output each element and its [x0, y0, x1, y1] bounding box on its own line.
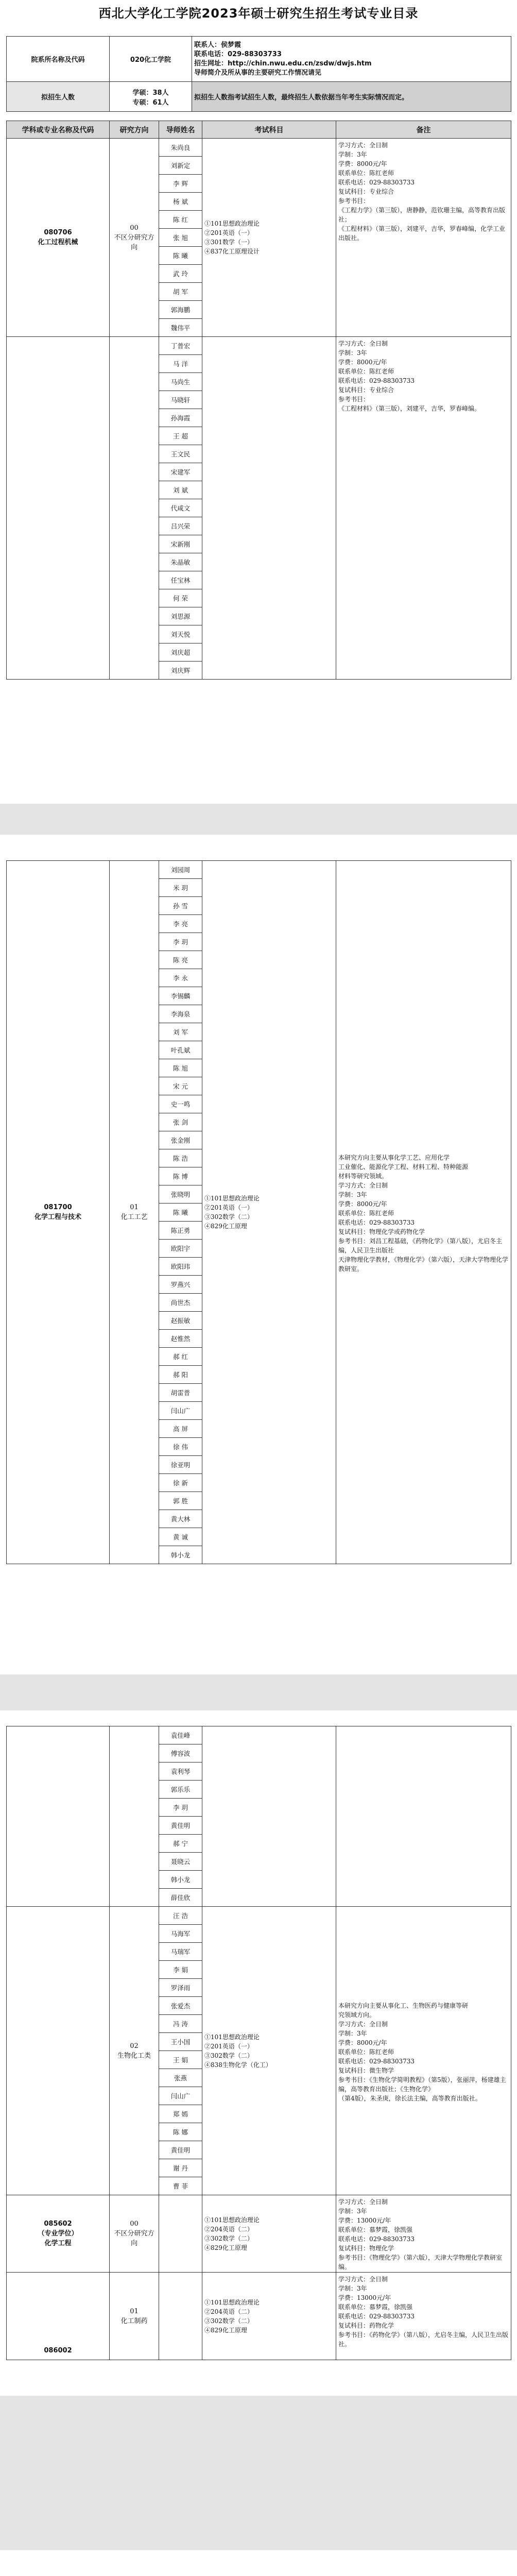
col-header-subjects: 考试科目 — [202, 121, 336, 139]
tutor-name: 郭海鹏 — [159, 301, 202, 319]
page-2 — [0, 835, 517, 1674]
exam-subjects: ①101思想政治理论 ②201英语（一） ③302数学（二） ④829化工原理 — [202, 861, 336, 1564]
tutor-name: 刘新定 — [159, 157, 202, 175]
exam-subjects — [202, 337, 336, 680]
contact-block — [192, 37, 511, 82]
major-notes: 学习方式：全日制 学制：3年 学费：8000元/年 联系单位：陈红老师 联系电话：029-88303733 复试科目：专业综合 参考书目： 《工程材料》（第三版），刘建平，吉华，罗春峰编。 — [336, 337, 511, 680]
tutor-name: 吕兴荣 — [159, 517, 202, 535]
tutor-name: 马尚生 — [159, 373, 202, 391]
tutor-name: 叶孔斌 — [159, 1041, 202, 1059]
tutor-name: 李 辉 — [159, 175, 202, 193]
tutor-name: 刘 斌 — [159, 481, 202, 499]
enroll-note: 拟招生人数指考试招生人数，最终招生人数依据当年考生实际情况而定。 — [192, 82, 511, 112]
tutor-name: 李锡麟 — [159, 987, 202, 1005]
tutor-name-empty — [159, 2273, 202, 2360]
tutor-name: 刘庆超 — [159, 643, 202, 662]
tutor-name: 陈正勇 — [159, 1222, 202, 1240]
tutor-name: 张晓明 — [159, 1185, 202, 1204]
col-header-major: 学科或专业名称及代码 — [7, 121, 110, 139]
major-name-cont — [7, 1907, 110, 2195]
tutor-name: 陈 亮 — [159, 951, 202, 969]
tutor-name: 袁利琴 — [159, 1762, 202, 1781]
col-header-tutor: 导师姓名 — [159, 121, 202, 139]
tutor-name: 史一鸣 — [159, 1095, 202, 1113]
page-gap — [0, 804, 517, 835]
major-notes: 学习方式：全日制 学制：3年 学费：8000元/年 联系单位：陈红老师 联系电话：029-88303733 复试科目：专业综合 参考书目： 《工程力学》（第三版），唐静静，范钦珊主编，高等教育出版社； 《工程材料》（第三版），刘建平，吉华，罗春峰编，化学工业出版社。 — [336, 139, 511, 337]
exam-subjects: ①101思想政治理论 ②201英语（一） ③301数学（一） ④837化工原理设计 — [202, 139, 336, 337]
catalog-table-3 — [6, 1726, 511, 2360]
tutor-name: 马 洋 — [159, 355, 202, 373]
tutor-name: 代咸文 — [159, 499, 202, 517]
research-direction — [110, 337, 159, 680]
tutor-name: 陈 红 — [159, 211, 202, 229]
tutor-name: 陈 浩 — [159, 1149, 202, 1167]
tutor-name: 李 玥 — [159, 1799, 202, 1817]
tutor-name: 刘思源 — [159, 607, 202, 625]
tutor-name: 陈 博 — [159, 1167, 202, 1185]
catalog-table-2 — [6, 860, 511, 1564]
major-notes: 本研究方向主要从事化学工艺、应用化学 工业催化、能源化学工程、材料工程、特种能源 材料等研究领域。 学习方式：全日制 学制：3年 学费：8000元/年 联系单位：陈红老师 联系电话：029-88303733 复试科目：物理化学或药物化学 参考书目：刘昌工程基础，《药物化学》（第八版），尤启冬主编，人民卫生出版社 天津物理化学教材，《物理化学》（第六版），天津大学物理化学教研室。 — [336, 861, 511, 1564]
tutor-name: 陈 娜 — [159, 2123, 202, 2141]
tutor-name: 曹 菲 — [159, 2177, 202, 2195]
major-name: 081700 化学工程与技术 — [7, 861, 110, 1564]
tutor-name: 宋 元 — [159, 1077, 202, 1095]
direction-cont — [110, 1726, 159, 1907]
tutor-name: 陈 曦 — [159, 1204, 202, 1222]
enroll-label: 拟招生人数 — [7, 82, 110, 112]
tutor-name: 傅容波 — [159, 1744, 202, 1762]
tutor-name: 孙海霞 — [159, 409, 202, 427]
tutor-name: 刘天悦 — [159, 625, 202, 643]
tutor-name: 高 屏 — [159, 1420, 202, 1438]
tutor-name: 欧阳玮 — [159, 1258, 202, 1276]
tutor-name: 张燕 — [159, 2069, 202, 2087]
tutor-name: 米 玥 — [159, 879, 202, 897]
tutor-name: 杨 斌 — [159, 193, 202, 211]
exam-subjects: ①101思想政治理论 ②204英语（二） ③302数学（二） ④829化工原理 — [202, 2195, 336, 2273]
tutor-name: 宋新刚 — [159, 535, 202, 553]
tutor-name: 汪 浩 — [159, 1907, 202, 1925]
major-name — [7, 337, 110, 680]
tutor-name: 胡 军 — [159, 283, 202, 301]
tutor-name: 朱晶敏 — [159, 553, 202, 571]
exam-subjects: ①101思想政治理论 ②204英语（二） ③302数学（二） ④829化工原理 — [202, 2273, 336, 2360]
tutor-name: 郑 嫣 — [159, 2105, 202, 2123]
tutor-name: 王小国 — [159, 2033, 202, 2051]
contact-website[interactable]: 招生网址：http://chin.nwu.edu.cn/zsdw/dwjs.htm — [194, 59, 372, 67]
page-gap — [0, 2396, 517, 2550]
tutor-name: 刘园周 — [159, 861, 202, 879]
tutor-name: 黄大林 — [159, 1510, 202, 1528]
research-direction: 01 化工工艺 — [110, 861, 159, 1564]
tutor-name: 马海军 — [159, 1925, 202, 1943]
exam-subjects: ①101思想政治理论 ②201英语（一） ③302数学（二） ④838生物化学（化工） — [202, 1907, 336, 2195]
tutor-name: 聂晓云 — [159, 1853, 202, 1871]
enroll-value: 学硕：38人 专硕：61人 — [110, 82, 192, 112]
tutor-name: 陈 曦 — [159, 247, 202, 265]
tutor-name: 王 超 — [159, 427, 202, 445]
tutor-name: 武 玲 — [159, 265, 202, 283]
tutor-name: 任宝林 — [159, 571, 202, 589]
tutor-name: 郝 红 — [159, 1348, 202, 1366]
contact-person: 联系人：侯梦霞 — [194, 41, 242, 49]
major-name: 080706 化工过程机械 — [7, 139, 110, 337]
contact-note: 导师简介及所从事的主要研究工作情况请见 — [194, 69, 322, 77]
tutor-name: 尚世杰 — [159, 1294, 202, 1312]
tutor-name: 张 旭 — [159, 229, 202, 247]
tutor-name: 赵惟然 — [159, 1330, 202, 1348]
catalog-table-1 — [6, 121, 511, 680]
tutor-name-empty — [159, 2195, 202, 2273]
tutor-name: 闫山广 — [159, 2087, 202, 2105]
tutor-name: 李 永 — [159, 969, 202, 987]
subjects-cont — [202, 1726, 336, 1907]
tutor-name: 张爱杰 — [159, 1997, 202, 2015]
tutor-name: 何 荣 — [159, 589, 202, 607]
page-3 — [0, 1710, 517, 2396]
tutor-name: 罗泽雨 — [159, 1979, 202, 1997]
col-header-notes: 备注 — [336, 121, 511, 139]
tutor-name: 冯 涛 — [159, 2015, 202, 2033]
tutor-name: 袁佳峰 — [159, 1726, 202, 1744]
research-direction: 00 不区分研究方向 — [110, 139, 159, 337]
tutor-name: 黄 诚 — [159, 1528, 202, 1546]
page-gap — [0, 1674, 517, 1710]
col-header-direction: 研究方向 — [110, 121, 159, 139]
tutor-name: 徐 新 — [159, 1474, 202, 1492]
major-name-cont — [7, 1726, 110, 1907]
tutor-name: 徐 伟 — [159, 1438, 202, 1456]
dept-label: 院系所名称及代码 — [7, 37, 110, 82]
page-1 — [0, 0, 517, 804]
dept-value: 020化工学院 — [110, 37, 192, 82]
tutor-name: 谢 丹 — [159, 2159, 202, 2177]
major-notes: 学习方式：全日制 学制：3年 学费：13000元/年 联系单位：慕梦霞，徐凯强 联系电话：029-88303733 复试科目：药物化学 参考书目：《药物化学》（第八版），尤启冬主编，人民卫生出版社。 — [336, 2273, 511, 2360]
major-notes: 学习方式：全日制 学制：3年 学费：13000元/年 联系单位：慕梦霞，徐凯强 联系电话：029-88303733 复试科目：物理化学 参考书目：《物理化学》（第六版），天津大学物理化学教研室编。 — [336, 2195, 511, 2273]
major-name: 085602 （专业学位） 化学工程 — [7, 2195, 110, 2273]
notes-cont — [336, 1726, 511, 1907]
tutor-name: 郭 胜 — [159, 1492, 202, 1510]
tutor-name: 胡雷普 — [159, 1384, 202, 1402]
tutor-name: 李海泉 — [159, 1005, 202, 1023]
research-direction: 01 化工制药 — [110, 2273, 159, 2360]
tutor-name: 魏伟平 — [159, 319, 202, 337]
tutor-name: 刘庆辉 — [159, 662, 202, 680]
tutor-name: 张 剑 — [159, 1113, 202, 1131]
tutor-name: 罗燕兴 — [159, 1276, 202, 1294]
document-title: 西北大学化工学院2023年硕士研究生招生考试专业目录 — [98, 6, 419, 21]
tutor-name: 闫山广 — [159, 1402, 202, 1420]
tutor-name: 朱尚良 — [159, 139, 202, 157]
tutor-name: 孙 雪 — [159, 897, 202, 915]
tutor-name: 刘 军 — [159, 1023, 202, 1041]
tutor-name: 欧阳宇 — [159, 1240, 202, 1258]
tutor-name: 张金刚 — [159, 1131, 202, 1149]
tutor-name: 马晓轩 — [159, 391, 202, 409]
tutor-name: 李 亮 — [159, 915, 202, 933]
tutor-name: 李 玥 — [159, 933, 202, 951]
research-direction: 00 不区分研究方向 — [110, 2195, 159, 2273]
tutor-name: 韩小龙 — [159, 1871, 202, 1889]
tutor-name: 郭乐乐 — [159, 1781, 202, 1799]
tutor-name: 王 娟 — [159, 2051, 202, 2069]
tutor-name: 薛佳欣 — [159, 1889, 202, 1907]
tutor-name: 陈 旭 — [159, 1059, 202, 1077]
tutor-name: 丁普宏 — [159, 337, 202, 355]
tutor-name: 郝 宁 — [159, 1835, 202, 1853]
contact-phone: 联系电话：029-88303733 — [194, 50, 282, 58]
major-name: 086002 — [7, 2273, 110, 2360]
tutor-name: 韩小龙 — [159, 1546, 202, 1564]
tutor-name: 黄佳明 — [159, 2141, 202, 2159]
tutor-name: 李 娟 — [159, 1961, 202, 1979]
tutor-name: 黄佳明 — [159, 1817, 202, 1835]
header-table — [6, 36, 511, 112]
tutor-name: 赵振敏 — [159, 1312, 202, 1330]
tutor-name: 宋建军 — [159, 463, 202, 481]
research-direction: 02 生物化工类 — [110, 1907, 159, 2195]
major-notes: 本研究方向主要从事化工、生物医药与健康等研 究领域方向。 学习方式：全日制 学制：3年 学费：8000元/年 联系单位：陈红老师 联系电话：029-88303733 复试科目：微生物学 参考书目：《生物化学简明教程》（第5版），张丽萍，杨建雄主编，高等教育出版社；《生物化学》 （第4版），朱圣庚，徐长法主编，高等教育出版社。 — [336, 1907, 511, 2195]
tutor-name: 王文民 — [159, 445, 202, 463]
tutor-name: 徐亚明 — [159, 1456, 202, 1474]
tutor-name: 郝 阳 — [159, 1366, 202, 1384]
page-4 — [0, 2550, 517, 2576]
tutor-name: 马瑞军 — [159, 1943, 202, 1961]
